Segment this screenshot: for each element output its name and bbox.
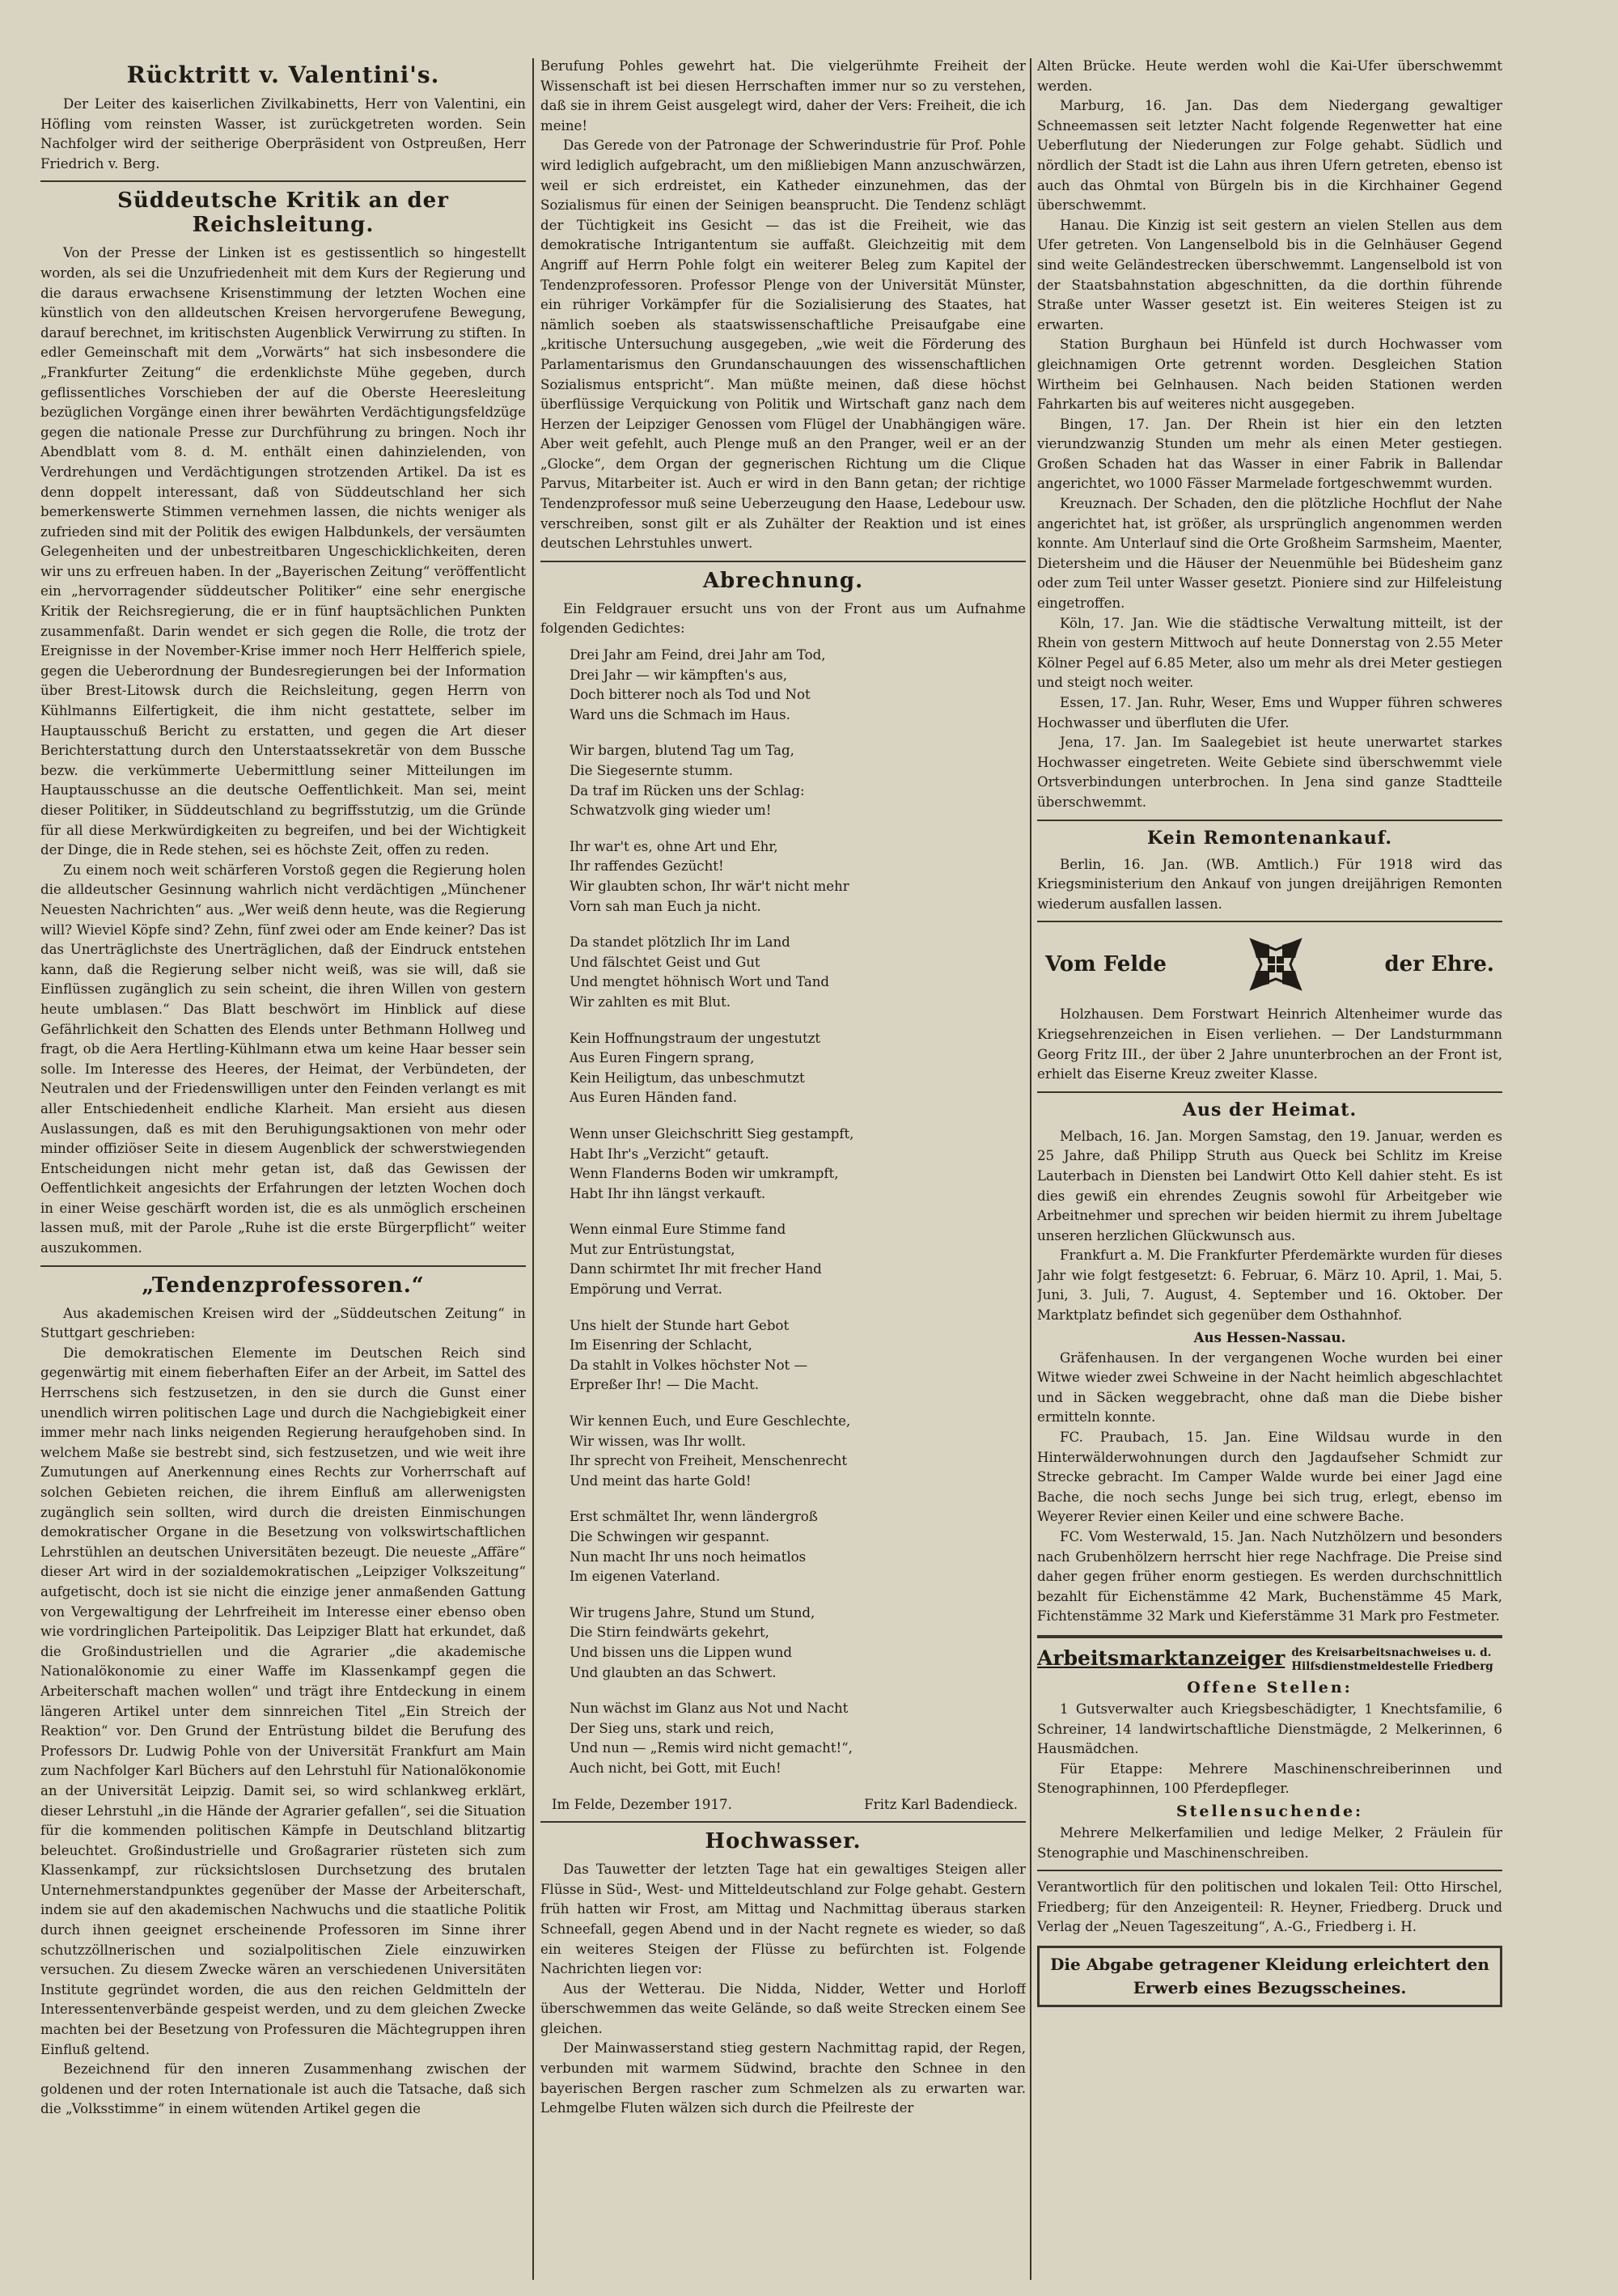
- divider: [1037, 921, 1502, 922]
- poem-line: Ihr raffendes Gezücht!: [570, 858, 724, 875]
- arbeitsmarkt-heading: [1037, 1646, 1502, 1674]
- report-hanau: Hanau. Die Kinzig ist seit gestern an vielen Stellen aus dem Ufer getreten. Von Langenselbold bis in die Gelnhäuser Gegend sind weite Geländestrecken überschwemmt. Langenselbold ist von der Staatsbahnstation abgeschnitten, da die dorthin führende Straße unter Wasser gesetzt ist. Ein weiteres Steigen ist zu erwarten.: [1037, 217, 1502, 333]
- article-tendenz-p3: Das Gerede von der Patronage der Schwerindustrie für Prof. Pohle wird lediglich aufgebracht, um den mißliebigen Mann anzuschwärzen, weil er sich erdreistet, ein Katheder einzunehmen, das der Sozialismus für einen der Seinigen beansprucht. Die Tendenz schlägt der Tüchtigkeit ins Gesicht — das ist die Freiheit, wie das demokratische Intrigantentum sie auffaßt. Gleichzeitig mit dem Angriff auf Herrn Pohle folgt ein weiterer Beleg zum Kapitel der Tendenzprofessoren. Professor Plenge von der Universität Münster, ein rühriger Vorkämpfer für die Sozialisierung des Staates, hat nämlich soeben als staatswissenschaftliche Preisaufgabe eine „kritische Untersuchung ausgegeben, „wie weit die Förderung des Parlamentarismus den Grundanschauungen des wissenschaftlichen Sozialismus entspricht“. Man müßte meinen, daß diese höchst überflüssige Verquickung von Politik und Wirtschaft ganz nach dem Herzen der Leipziger Genossen vom Flügel der Unabhängigen wäre. Aber weit gefehlt, auch Plenge muß an den Pranger, weil er an der „Glocke“, dem Organ der gegnerischen Richtung um die Clique Parvus, Mitarbeiter ist. Auch er wird in den Bann getan; der richtige Tendenzprofessor muß seine Ueberzeugung den Haase, Ledebour usw. verschreiben, sonst gilt er als Zuhälter der Reaktion und ist eines deutschen Lehrstuhles unwert.: [540, 138, 1026, 552]
- report-westerwald: FC. Vom Westerwald, 15. Jan. Nach Nutzhölzern und besonders nach Grubenhölzern herrscht hier rege Nachfrage. Die Preise sind daher gegen früher enorm gestiegen. Es werden durchschnittlich bezahlt für Eichenstämme 42 Mark, Buchenstämme 45 Mark, Fichtenstämme 32 Mark und Kieferstämme 31 Mark pro Festmeter.: [1037, 1529, 1502, 1625]
- report-burghaun: Station Burghaun bei Hünfeld ist durch Hochwasser vom gleichnamigen Orte getrennt worden. Desgleichen Station Wirtheim bei Gelnhausen. Nach beiden Stationen werden Fahrkarten bis auf weiteres nicht ausgegeben.: [1037, 337, 1502, 413]
- offene-stellen-heading: Offene Stellen:: [1187, 1678, 1353, 1697]
- poem-line: Erst schmältet Ihr, wenn ländergroß: [570, 1509, 818, 1525]
- column-rule-2: [1030, 58, 1031, 2280]
- divider: [540, 561, 1026, 562]
- article-tendenz-p1: Die demokratischen Elemente im Deutschen Reich sind gegenwärtig mit einem fieberhaften Eifer an der Arbeit, im Sattel des Herrschens sich festzusetzen, in den sie durch die Gunst einer unendlich wirren politischen Lage und durch die Nachgiebigkeit einer immer mehr nach links neigenden Regierung heraufgehoben sind. In welchem Maße sie bestrebt sind, sich festzusetzen, und wie weit ihre Zumutungen auf Anerkennung eines Rechts zur Vorherrschaft auf solchen Gebieten reichen, die ihrem Einfluß am allerwenigsten zugänglich sein sollten, wird durch die dreisten Einmischungen demokratischer Organe in die Besetzung von volkswirtschaftlichen Lehrstühlen an deutschen Universitäten bezeugt. Die neueste „Affäre“ dieser Art wird in der sozialdemokratischen „Leipziger Volkszeitung“ aufgetischt, doch ist sie nicht die einzige jener anmaßenden Gattung von Vergewaltigung der Lehrfreiheit im Interesse einer ebenso oben wie vordringlichen Parteipolitik. Das Leipziger Blatt hat erkundet, daß die Großindustriellen und die Agrarier „die akademische Nationalökonomie zu einer Waffe im Klassenkampf gegen die Arbeiterschaft machen wollen“ und trägt ihre Entdeckung in einem längeren Artikel unter dem sinnreichen Titel „Ein Streich der Reaktion“ vor. Den Grund der Entrüstung bildet die Berufung des Professors Dr. Ludwig Pohle von der Universität Frankfurt am Main zum Nachfolger Karl Büchers auf den Lehrstuhl für Nationalökonomie an der Universität Leipzig. Damit sei, so wird schlankweg erklärt, dieser Lehrstuhl „in die Hände der Agrarier gefallen“, sei die Situation für die kommenden politischen Kämpfe in Deutschland blitzartig beleuchtet. Großindustrielle und Großagrarier rüsteten sich zum Klassenkampf, zur rücksichtslosen Durchsetzung des brutalen Unternehmerstandpunktes gegenüber der Masse der Arbeiterschaft, indem sie auf den akademischen Nachwuchs und die staatliche Politik durch ihnen geeignet erscheinende Professoren im Sinne ihrer schutzzöllnerischen und sozialpolitischen Ziele einzuwirken versuchen. Zu diesem Zwecke wären an verschiedenen Universitäten Institute gegründet worden, die aus den reichen Geldmitteln der Interessentenverbände gespeist werden, und zu dem gleichen Zwecke machten bei der Besetzung von Professuren die Mächtegruppen ihren Einfluß geltend.: [40, 1345, 526, 2057]
- poem-line: Nun macht Ihr uns noch heimatlos: [570, 1548, 807, 1565]
- divider: [1037, 1635, 1502, 1638]
- poem-line: Dann schirmtet Ihr mit frecher Hand: [570, 1261, 822, 1277]
- poem-line: Wenn Flanderns Boden wir umkrampft,: [570, 1166, 839, 1182]
- poem-line: Da traf im Rücken uns der Schlag:: [570, 782, 805, 799]
- article-hochwasser-main: Der Mainwasserstand stieg gestern Nachmittag rapid, der Regen, verbunden mit warmem Südwind, brachte den Schnee in den bayerischen Bergen rascher zum Schmelzen als zu erwarten war. Lehmgelbe Fluten wälzen sich durch die Pfeilreste der: [540, 2040, 1026, 2116]
- subheading-hessen-nassau: Aus Hessen-Nassau.: [1193, 1328, 1346, 1345]
- poem-stanza: [570, 933, 1026, 1012]
- report-graefenhausen: Gräfenhausen. In der vergangenen Woche wurden bei einer Witwe wieder zwei Schweine in der Nacht heimlich abgeschlachtet und in Säcken weggebracht, ohne daß man die Diebe bisher ermitteln konnte.: [1037, 1349, 1502, 1425]
- poem-stanza: [570, 1507, 1026, 1586]
- poem-line: Und fälschtet Geist und Gut: [570, 954, 760, 970]
- poem-stanza: [570, 1316, 1026, 1396]
- divider: [1037, 1091, 1502, 1093]
- poem-line: Vorn sah man Euch ja nicht.: [570, 898, 761, 914]
- poem-line: Uns hielt der Stunde hart Gebot: [570, 1317, 790, 1333]
- article-tendenz-p2: Bezeichnend für den inneren Zusammenhang zwischen der goldenen und der roten Internationale ist auch die Tatsache, daß sich die „Volksstimme“ in einem wütenden Artikel gegen die: [40, 2061, 526, 2117]
- headline-valentini: Rücktritt v. Valentini's.: [126, 61, 440, 88]
- report-essen: Essen, 17. Jan. Ruhr, Weser, Ems und Wupper führen schweres Hochwasser und überfluten die Ufer.: [1037, 695, 1502, 731]
- headline-tendenzprofessoren: „Tendenzprofessoren.“: [142, 1273, 425, 1298]
- poem-line: Und meint das harte Gold!: [570, 1472, 752, 1489]
- column-middle: [540, 57, 1026, 2280]
- poem-stanza: [570, 1125, 1026, 1204]
- report-kreuznach: Kreuznach. Der Schaden, den die plötzliche Hochflut der Nahe angerichtet hat, ist größer, als ursprünglich angenommen werden konnte. Am Unterlauf sind die Orte Großheim Sarmsheim, Maenter, Dietersheim und die Häuser der Neuenmühle bei Büdesheim ganz oder zum Teil unter Wasser gesetzt. Pioniere sind zur Hilfeleistung eingetroffen.: [1037, 496, 1502, 612]
- poem-line: Und mengtet höhnisch Wort und Tand: [570, 974, 830, 990]
- article-holzhausen: Holzhausen. Dem Forstwart Heinrich Altenheimer wurde das Kriegsehrenzeichen in Eisen verliehen. — Der Landsturmmann Georg Fritz III., der über 2 Jahre ununterbrochen an der Front ist, erhielt das Eiserne Kreuz zweiter Klasse.: [1037, 1006, 1502, 1082]
- poem-line: Drei Jahr am Feind, drei Jahr am Tod,: [570, 647, 826, 663]
- headline-hochwasser: Hochwasser.: [705, 1829, 862, 1854]
- poem-line: Aus Euren Fingern sprang,: [570, 1050, 755, 1066]
- poem-line: Und bissen uns die Lippen wund: [570, 1644, 793, 1660]
- divider: [40, 180, 526, 182]
- poem-stanza: [570, 741, 1026, 820]
- poem-line: Wir wissen, was Ihr wollt.: [570, 1433, 746, 1449]
- article-hochwasser-wetterau: Aus der Wetterau. Die Nidda, Nidder, Wetter und Horloff überschwemmen das weite Gelände, so daß weite Strecken einem See gleichen.: [540, 1980, 1026, 2036]
- headline-aus-der-heimat: Aus der Heimat.: [1182, 1099, 1358, 1120]
- poem-line: Im eigenen Vaterland.: [570, 1569, 721, 1585]
- heading-field-left: Vom Felde: [1045, 952, 1167, 977]
- poem-line: Wir trugens Jahre, Stund um Stund,: [570, 1604, 815, 1620]
- report-frankfurt: Frankfurt a. M. Die Frankfurter Pferdemärkte wurden für dieses Jahr wie folgt festgesetzt: 6. Februar, 6. März 10. April, 1. Mai, 5. Juni, 3. Juli, 7. August, 4. September und 16. Oktober. Der Marktplatz befindet sich gegenüber dem Osthahnhof.: [1037, 1248, 1502, 1324]
- divider: [540, 1821, 1026, 1823]
- report-melbach: Melbach, 16. Jan. Morgen Samstag, den 19. Januar, werden es 25 Jahre, daß Philipp Struth aus Queck bei Schlitz im Kreise Lauterbach in Diensten bei Landwirt Otto Kell dahier steht. Es ist dies gewiß ein ehrendes Zeugnis sowohl für Arbeitgeber wie Arbeitnehmer und sprechen wir beiden hiermit zu ihrem Jubeltage unseren herzlichen Glückwunsch aus.: [1037, 1128, 1502, 1243]
- poem-line: Der Sieg uns, stark und reich,: [570, 1720, 775, 1736]
- column-right: [1037, 57, 1502, 2280]
- poem-line: Erpreßer Ihr! — Die Macht.: [570, 1377, 760, 1393]
- divider: [1037, 820, 1502, 821]
- report-marburg: Marburg, 16. Jan. Das dem Niedergang gewaltiger Schneemassen seit letzter Nacht folgende Regenwetter hat eine Ueberflutung der Niederungen zur Folge gehabt. Südlich und nördlich der Stadt ist die Lahn aus ihren Ufern getreten, ebenso ist auch das Ohmtal von Bürgeln bis in die Kirchhainer Gegend überschwemmt.: [1037, 98, 1502, 214]
- poem-line: Aus Euren Händen fand.: [570, 1090, 738, 1106]
- heading-field-right: der Ehre.: [1384, 952, 1494, 977]
- poem-stanza: [570, 1412, 1026, 1491]
- poem-line: Kein Hoffnungstraum der ungestutzt: [570, 1030, 821, 1046]
- article-kritik-p1: Von der Presse der Linken ist es gestissentlich so hingestellt worden, als sei die Unzufriedenheit mit dem Kurs der Regierung und die daraus erwachsene Krisenstimmung der letzten Wochen eine künstlich von den alldeutschen Kreisen hervorgerufene Bewegung, darauf berechnet, im kritischsten Augenblick Verwirrung zu stiften. In edler Gemeinschaft mit dem „Vorwärts“ hat sich insbesondere die „Frankfurter Zeitung“ die erdenklichste Mühe gegeben, durch geflissentliches Vorschieben der auf die Oberste Heeresleitung bezüglichen Vorgänge einen ihrer bewährten Verdächtigungsfeldzüge gegen die nationale Presse zur Durchführung zu bringen. Noch ihr Abendblatt vom 8. d. M. enthält einen dahinzielenden, von Verdrehungen und Verdächtigungen strotzenden Artikel. Da ist es denn doppelt interessant, daß von Süddeutschland her sich bemerkenswerte Stimmen vernehmen lassen, die nichts weniger als zufrieden sind mit der Politik des ewigen Halbdunkels, der versäumten Gelegenheiten und der unbestreitbaren Ungeschicklichkeiten, deren wir uns zu erfreuen haben. In der „Bayerischen Zeitung“ veröffentlicht ein „hervorragender süddeutscher Politiker“ eine sehr energische Kritik der Reichsregierung, die er in fünf hauptsächlichen Punkten zusammenfaßt. Darin wendet er sich gegen die Rolle, die trotz der Ereignisse in der November-Krise immer noch Herr Helfferich spiele, gegen die Ueberordnung der Bundesregierungen bei der Information über Brest-Litowsk durch die Reichsleitung, gegen Herrn von Kühlmanns Eilfertigkeit, die ihm nicht gestattete, selber im Hauptausschuß Bericht zu erstatten, und gegen die Art dieser Berichterstattung durch den Unterstaatssekretär von dem Bussche bezw. die verkümmerte Uebermittlung seiner Mitteilungen im Hauptausschusse an die deutsche Oeffentlichkeit. Man sei, meint dieser Politiker, in Süddeutschland zu begriffsstutzig, um die Gründe für all diese Merkwürdigkeiten zu begreifen, und bei der Wichtigkeit der Dinge, die in Rede stehen, sei es höchste Zeit, offen zu reden.: [40, 245, 526, 858]
- poem-line: Im Eisenring der Schlacht,: [570, 1337, 752, 1353]
- poem-line: Und nun — „Remis wird nicht gemacht!“,: [570, 1740, 853, 1756]
- stellensuchende-heading: Stellensuchende:: [1175, 1802, 1364, 1820]
- poem-line: Habt Ihr ihn längst verkauft.: [570, 1185, 766, 1201]
- poem-line: Schwatzvolk ging wieder um!: [570, 803, 772, 819]
- poem-stanza: [570, 837, 1026, 917]
- offene-stellen-list: 1 Gutsverwalter auch Kriegsbeschädigter, 1 Knechtsfamilie, 6 Schreiner, 14 landwirtschaftliche Dienstmägde, 2 Melkerinnen, 6 Hausmädchen.: [1037, 1701, 1502, 1757]
- poem-line: Doch bitterer noch als Tod und Not: [570, 687, 811, 703]
- poem-stanza: [570, 1699, 1026, 1778]
- poem-line: Auch nicht, bei Gott, mit Euch!: [570, 1760, 781, 1776]
- poem-line: Drei Jahr — wir kämpften's aus,: [570, 667, 788, 683]
- headline-remontenankauf: Kein Remontenankauf.: [1146, 827, 1393, 849]
- report-praubach: FC. Praubach, 15. Jan. Eine Wildsau wurde in den Hinterwälderwohnungen durch den Jagdaufseher Schmidt zur Strecke gebracht. Im Camper Walde wurde bei einer Jagd eine Bache, die noch sechs Junge bei sich trug, erlegt, ebenso im Weyerer Revier einen Keiler und eine schwere Bache.: [1037, 1430, 1502, 1525]
- article-hochwasser-p1: Das Tauwetter der letzten Tage hat ein gewaltiges Steigen aller Flüsse in Süd-, West- und Mitteldeutschland zur Folge gehabt. Gestern früh hatten wir Frost, am Mittag und Nachmittag überaus starken Schneefall, gegen Abend und in der Nacht regnete es wieder, so daß ein weiteres Steigen der Flüsse zu befürchten ist. Folgende Nachrichten liegen vor:: [540, 1862, 1026, 1977]
- article-hochwasser-cont: Alten Brücke. Heute werden wohl die Kai-Ufer überschwemmt werden.: [1037, 58, 1502, 94]
- poem-stanza: [570, 646, 1026, 725]
- notice-box: [1037, 1946, 1502, 2007]
- article-kritik-p2: Zu einem noch weit schärferen Vorstoß gegen die Regierung holen die alldeutscher Gesinnung wahrlich nicht verdächtigen „Münchener Neuesten Nachrichten“ aus. „Wer weiß denn heute, was die Regierung will? Wieviel Köpfe sind? Zehn, fünf zwei oder am Ende keiner? Das ist das Unerträglichste des Unerträglichen, daß der Eindruck entstehen kann, daß die Regierung selber nicht weiß, was sie will, daß sie Einflüssen zugänglich zu sein scheint, die ihren Willen von gestern heute umblasen.“ Das Blatt beschwört im Hinblick auf diese Gefährlichkeit den Schatten des Elends unter Bethmann Hollweg und fragt, ob die Aera Hertling-Kühlmann etwa um keine Haar besser sein solle. Im Interesse des Heeres, der Heimat, der Verbündeten, der Neutralen und der Friedenswilligen unter den Feinden verlangt es mit aller Entschiedenheit endliche Klarheit. Man ersieht aus diesen Auslassungen, daß es mit den Beruhigungsaktionen von mehr oder minder offiziöser Seite in diesem Augenblick der schwerstwiegenden Entscheidungen nicht mehr getan ist, daß das Gewissen der Oeffentlichkeit angesichts der Erfahrungen der letzten Wochen doch in einer Weise geschärft worden ist, die es als unmöglich erscheinen lassen muß, mit der Parole „Ruhe ist die erste Bürgerpflicht“ weiter auszukommen.: [40, 862, 526, 1256]
- poem-line: Wenn unser Gleichschritt Sieg gestampft,: [570, 1125, 854, 1142]
- poem-abrechnung: [570, 646, 1026, 1779]
- headline-sueddeutsche-kritik: Süddeutsche Kritik an der Reichsleitung.: [117, 189, 449, 238]
- column-rule-1: [532, 58, 534, 2280]
- imprint: Verantwortlich für den politischen und lokalen Teil: Otto Hirschel, Friedberg; für den Anzeigenteil: R. Heyner, Friedberg. Druck und Verlag der „Neuen Tageszeitung“, A.-G., Friedberg i. H.: [1037, 1879, 1502, 1935]
- poem-line: Und glaubten an das Schwert.: [570, 1664, 777, 1680]
- column-left: [40, 57, 526, 2280]
- poem-line: Empörung und Verrat.: [570, 1281, 722, 1298]
- headline-abrechnung: Abrechnung.: [702, 568, 864, 593]
- poem-line: Die Siegesernte stumm.: [570, 763, 733, 778]
- article-tendenz-intro: Aus akademischen Kreisen wird der „Süddeutschen Zeitung“ in Stuttgart geschrieben:: [40, 1305, 526, 1341]
- article-tendenz-cont: Berufung Pohles gewehrt hat. Die vielgerühmte Freiheit der Wissenschaft ist bei diesen Herrschaften immer nur so zu verstehen, daß sie in ihrem Geist ausgelegt wird, daher der Vers: Freiheit, die ich meine!: [540, 58, 1026, 133]
- poem-line: Da standet plötzlich Ihr im Land: [570, 934, 790, 951]
- iron-cross-icon: [1245, 934, 1307, 995]
- etappe-list: Für Etappe: Mehrere Maschinenschreiberinnen und Stenographinnen, 100 Pferdepfleger.: [1037, 1760, 1502, 1797]
- poem-author: Fritz Karl Badendieck.: [864, 1796, 1018, 1812]
- stellensuchende-list: Mehrere Melkerfamilien und ledige Melker, 2 Fräulein für Stenographie und Maschinenschreiben.: [1037, 1824, 1502, 1861]
- poem-line: Die Schwingen wir gespannt.: [570, 1529, 770, 1544]
- poem-line: Die Stirn feindwärts gekehrt,: [570, 1625, 769, 1641]
- report-jena: Jena, 17. Jan. Im Saalegebiet ist heute unerwartet starkes Hochwasser eingetreten. Weite Gebiete sind überschwemmt viele Ortsverbindungen unterbrochen. In Jena sind ganze Stadtteile überschwemmt.: [1037, 735, 1502, 810]
- poem-line: Kein Heiligtum, das unbeschmutzt: [570, 1070, 805, 1086]
- heading-vom-felde-der-ehre: [1045, 934, 1494, 995]
- notice-text: Die Abgabe getragener Kleidung erleichtert den Erwerb eines Bezugsscheines.: [1050, 1954, 1489, 1997]
- poem-line: Wir zahlten es mit Blut.: [570, 993, 731, 1010]
- poem-line: Habt Ihr's „Verzicht“ getauft.: [570, 1146, 769, 1162]
- report-koeln: Köln, 17. Jan. Wie die städtische Verwaltung mitteilt, ist der Rhein von gestern Mittwoch auf heute Donnerstag von 2.55 Meter Kölner Pegel auf 6.85 Meter, also um mehr als drei Meter gestiegen und steigt noch weiter.: [1037, 615, 1502, 691]
- poem-line: Wenn einmal Eure Stimme fand: [570, 1222, 786, 1238]
- poem-line: Ward uns die Schmach im Haus.: [570, 706, 790, 722]
- poem-line: Ihr sprecht von Freiheit, Menschenrecht: [570, 1453, 848, 1469]
- poem-line: Mut zur Entrüstungstat,: [570, 1241, 735, 1257]
- poem-credit: [552, 1795, 1018, 1815]
- poem-stanza: [570, 1029, 1026, 1108]
- arbeitsmarkt-source: des Kreisarbeitsnachweises u. d. Hilfsdienstmeldestelle Friedberg: [1291, 1646, 1493, 1673]
- poem-place-date: Im Felde, Dezember 1917.: [552, 1796, 732, 1812]
- poem-line: Wir bargen, blutend Tag um Tag,: [570, 743, 794, 759]
- article-remonten: Berlin, 16. Jan. (WB. Amtlich.) Für 1918 wird das Kriegsministerium den Ankauf von jungen dreijährigen Remonten wiederum ausfallen lassen.: [1037, 856, 1502, 912]
- poem-stanza: [570, 1220, 1026, 1299]
- poem-line: Da stahlt in Volkes höchster Not —: [570, 1357, 808, 1373]
- poem-line: Wir kennen Euch, und Eure Geschlechte,: [570, 1413, 851, 1430]
- divider: [40, 1265, 526, 1267]
- poem-intro: Ein Feldgrauer ersucht uns von der Front aus um Aufnahme folgenden Gedichtes:: [540, 600, 1026, 637]
- article-valentini: Der Leiter des kaiserlichen Zivilkabinetts, Herr von Valentini, ein Höfling vom reinsten Wasser, ist zurückgetreten worden. Sein Nachfolger wird der seitherige Oberpräsident von Ostpreußen, Herr Friedrich v. Berg.: [40, 96, 526, 172]
- arbeitsmarkt-title: Arbeitsmarktanzeiger: [1037, 1646, 1286, 1670]
- poem-line: Nun wächst im Glanz aus Not und Nacht: [570, 1701, 849, 1717]
- report-bingen: Bingen, 17. Jan. Der Rhein ist hier ein den letzten vierundzwanzig Stunden um mehr als einen Meter gestiegen. Großen Schaden hat das Wasser in einer Fabrik in Ballendar angerichtet, wo 1000 Fässer Marmelade fortgeschwemmt wurden.: [1037, 416, 1502, 492]
- poem-line: Ihr war't es, ohne Art und Ehr,: [570, 838, 778, 854]
- poem-line: Wir glaubten schon, Ihr wär't nicht mehr: [570, 878, 849, 894]
- divider: [1037, 1870, 1502, 1871]
- poem-stanza: [570, 1603, 1026, 1683]
